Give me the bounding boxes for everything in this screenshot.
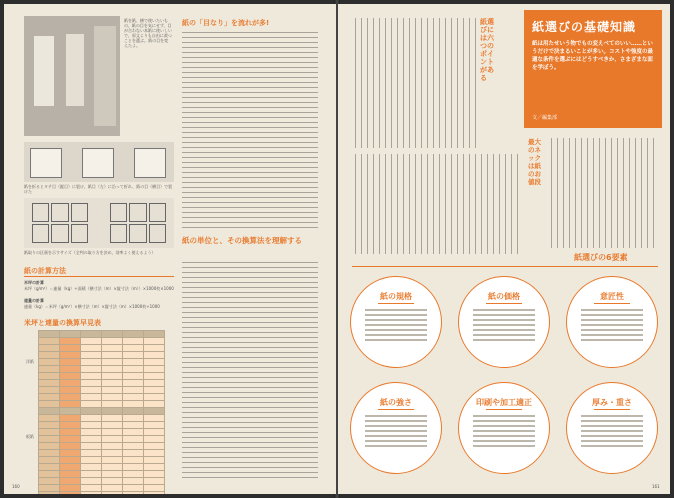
left-page	[4, 4, 336, 494]
sheet-caption: 紙取りの区画を示すサイズ（全判の取り方を決め、効率よく使えるよう）	[24, 250, 156, 255]
body-text-intro	[352, 18, 476, 148]
formula-1-title: 米坪の計算	[24, 280, 44, 285]
circle-title: 印刷や加工適正	[476, 398, 532, 407]
unit-heading: 紙の単位と、その換算法を理解する	[182, 236, 302, 245]
fold-heading: 紙の「目なり」を流れが多!	[182, 19, 270, 27]
lead-text: 紙は用たせいう物でもの変えべてのいい……というだけで決まるいことが多い。コストや強度の最適な条件を選ぶにはどうすべきか、さまざまな面を学ぼう。	[532, 41, 654, 71]
circle-standard	[350, 276, 442, 368]
byline: 文／編集部	[532, 115, 558, 121]
circle-title: 紙の強さ	[380, 398, 412, 407]
conversion-table	[38, 330, 174, 486]
six-title: 紙選びの6要素	[574, 253, 628, 262]
fold-caption: 紙を折るとタテ目（縦目）に裂け、紙目（左）に沿って折れ、紙の目（横目）で裂けた	[24, 184, 173, 194]
table-title: 米坪と連量の換算早見表	[24, 319, 101, 327]
sheet-diagram	[24, 198, 174, 248]
formula-1: 米坪（g/m²）＝連量（kg）÷面積（横寸法（m）×縦寸法（m））×1000枚×1000	[24, 286, 174, 291]
circle-design	[566, 276, 658, 368]
paper-photo	[24, 16, 120, 136]
right-page	[338, 4, 670, 494]
circle-title: 紙の規格	[380, 292, 412, 301]
points-heading: 紙選びには六つのポイントがある	[480, 18, 494, 82]
neck-heading: 最大のネックは紙のお値段	[528, 138, 541, 186]
page-number-right: 161	[652, 484, 660, 489]
circle-title: 意匠性	[600, 292, 624, 301]
circle-title: 厚み・重さ	[592, 398, 632, 407]
circle-printability	[458, 382, 550, 474]
body-text-right	[548, 138, 658, 248]
circle-title: 紙の価格	[488, 292, 520, 301]
circle-price	[458, 276, 550, 368]
formula-2: 連量（kg）＝米坪（g/m²）×横寸法（m）×縦寸法（m）×1000枚÷1000	[24, 304, 160, 309]
table-side-1: 洋紙	[26, 359, 34, 364]
weight-section-title: 紙の計算方法	[24, 267, 66, 275]
circle-thickness	[566, 382, 658, 474]
page-title: 紙選びの基礎知識	[532, 20, 637, 34]
table-grid	[38, 330, 165, 494]
body-text-lower	[352, 154, 522, 254]
table-side-2: 板紙	[26, 434, 34, 439]
body-text-unit	[182, 260, 318, 480]
fold-diagram	[24, 142, 174, 182]
photo-caption: 紙を紙、横で使いたいもの、紙の目を気にせず、目が合わない本紙に使いしいで、原文よりも自由に裁つことを選ぶ。紙の目を変えたよ。	[124, 18, 172, 48]
body-text-fold	[182, 30, 318, 230]
title-box	[524, 10, 662, 128]
formula-2-title: 連量の計算	[24, 298, 44, 303]
page-number-left: 160	[12, 484, 20, 489]
circle-strength	[350, 382, 442, 474]
